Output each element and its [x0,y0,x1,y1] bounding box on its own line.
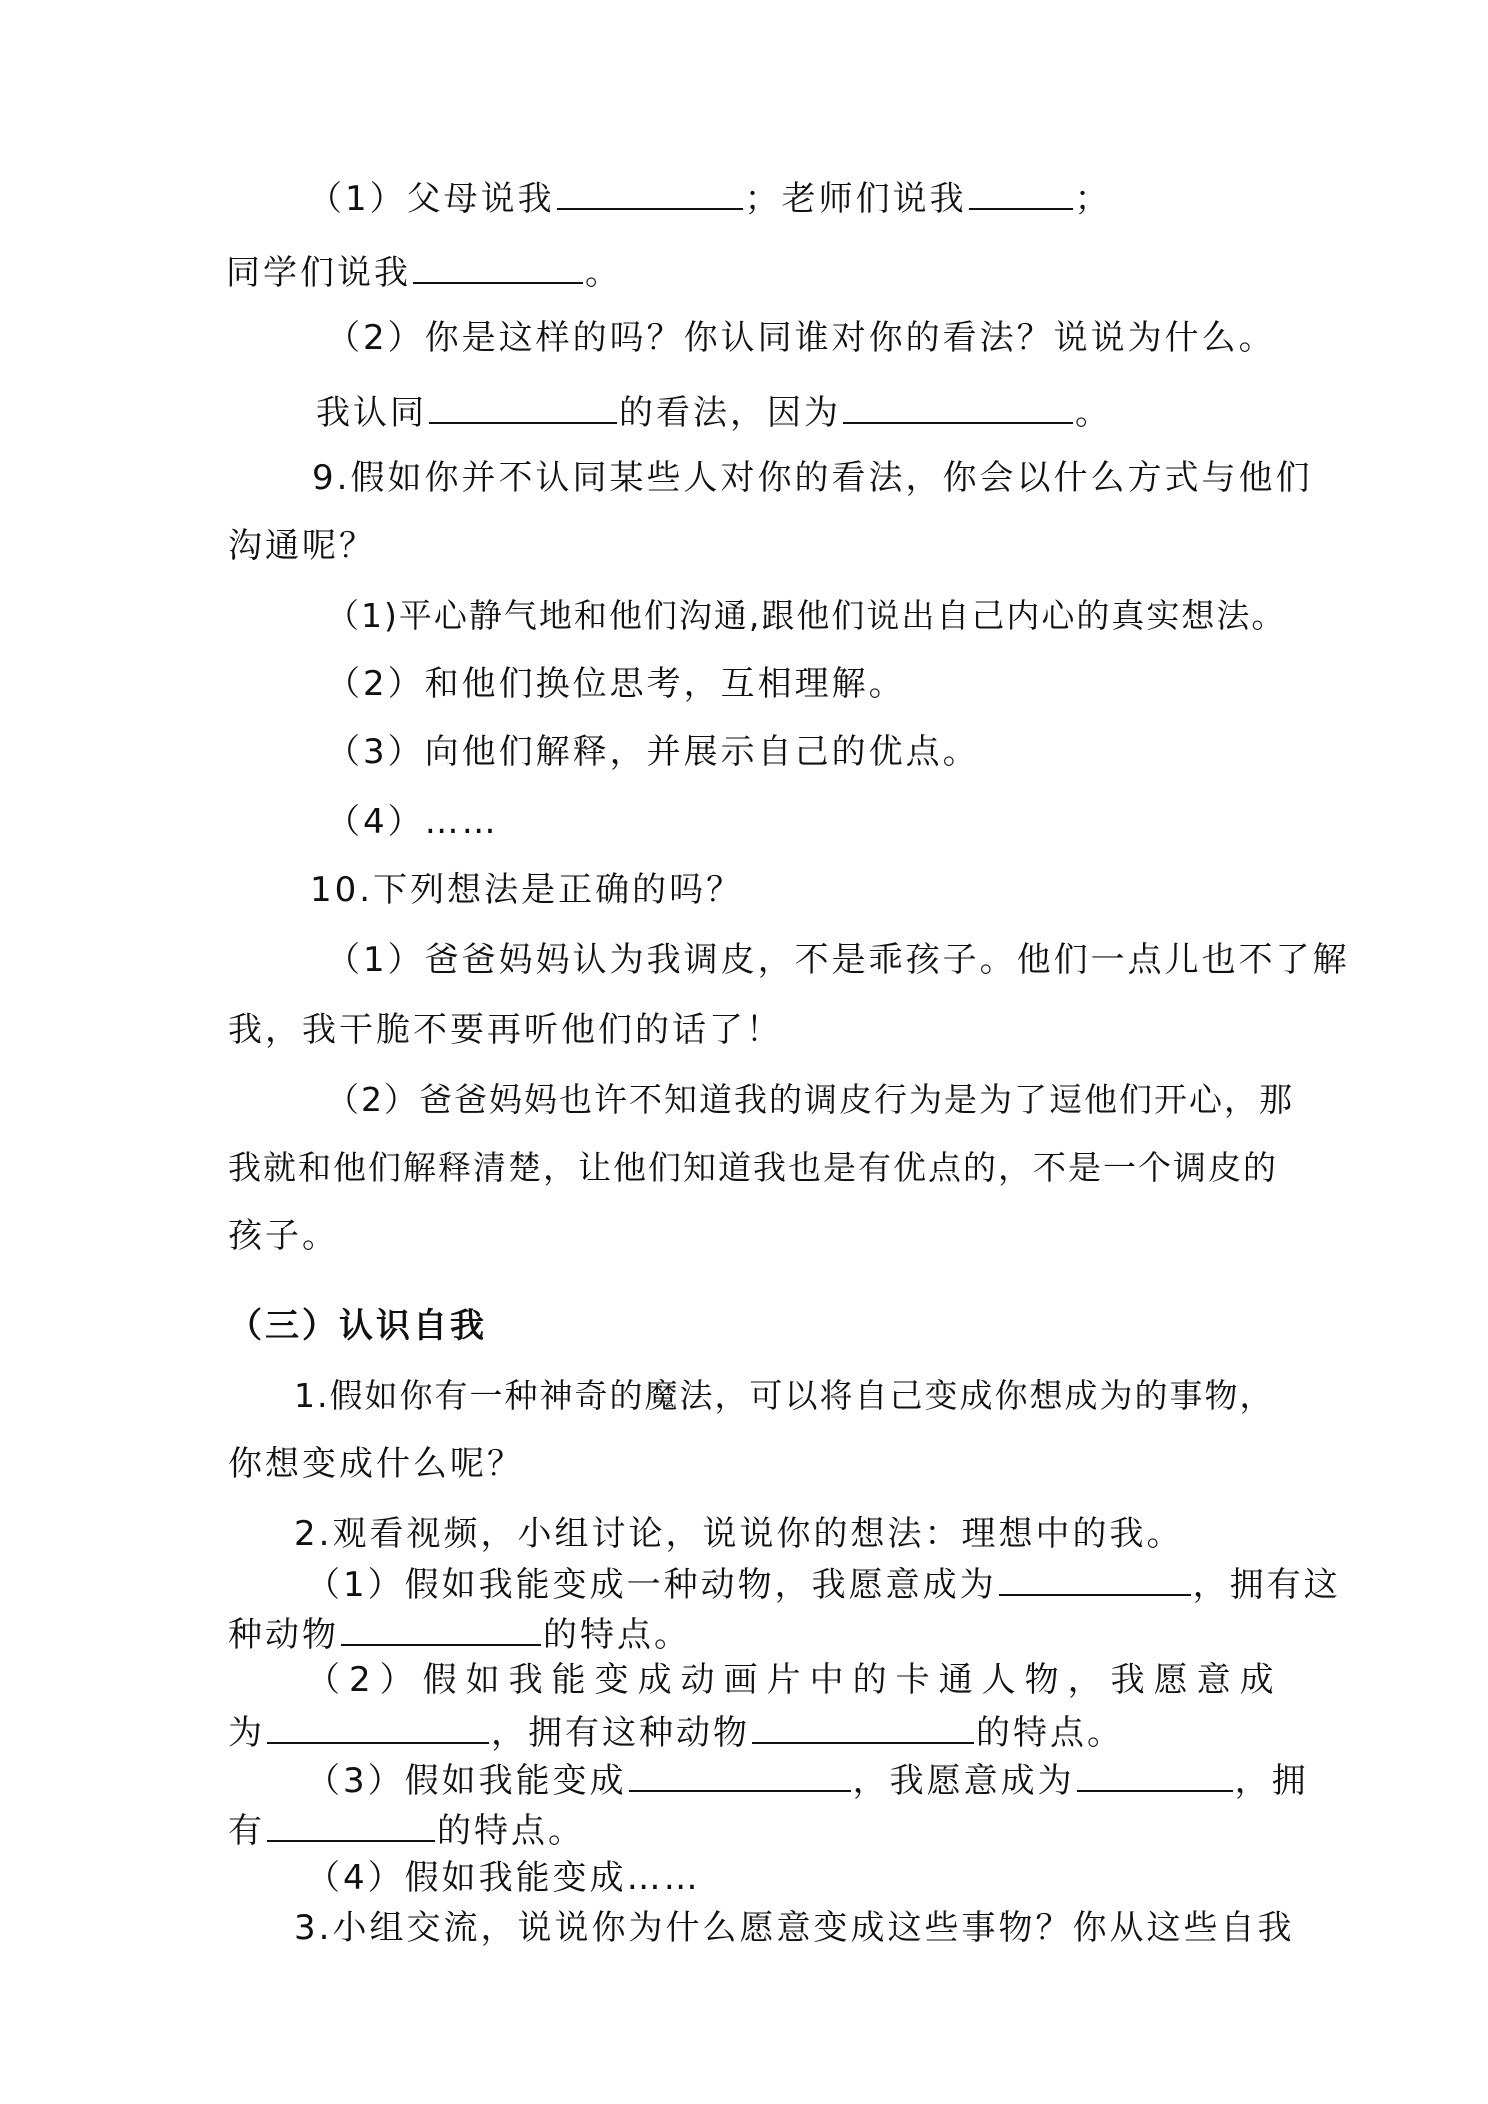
item-2: 2.观看视频，小组讨论，说说你的想法：理想中的我。 [294,1514,1184,1554]
item-10-1-cont: 我，我干脆不要再听他们的话了！ [228,1010,783,1050]
answer-blank[interactable] [1077,1758,1233,1792]
section-heading: （三）认识自我 [228,1306,487,1346]
answer-blank[interactable] [969,176,1073,210]
answer-9-3: （3）向他们解释，并展示自己的优点。 [326,732,980,772]
item-1: 1.假如你有一种神奇的魔法，可以将自己变成你想成为的事物， [294,1376,1275,1415]
item-10-2-end: 孩子。 [228,1216,339,1256]
answer-blank[interactable] [429,390,617,424]
item-10-1: （1）爸爸妈妈认为我调皮，不是乖孩子。他们一点儿也不了解 [326,940,1350,980]
answer-9-2: （2）和他们换位思考，互相理解。 [326,664,906,704]
item-10-2: （2）爸爸妈妈也许不知道我的调皮行为是为了逗他们开心，那 [326,1080,1294,1119]
answer-blank[interactable] [341,1612,541,1646]
line-i-agree: 我认同 的看法，因为 。 [316,390,1112,433]
question-2: （2）你是这样的吗？你认同谁对你的看法？说说为什么。 [326,318,1276,358]
item-1-cont: 你想变成什么呢？ [228,1444,524,1484]
item-2-2-cont: 为 ，拥有这种动物 的特点。 [228,1710,1124,1753]
answer-blank[interactable] [267,1710,489,1744]
line-parents-teachers: （1）父母说我 ；老师们说我 ； [308,176,1112,219]
item-2-3: （3）假如我能变成 ，我愿意成为 ，拥 [306,1758,1309,1801]
answer-9-4: （4）…… [326,802,499,842]
item-3: 3.小组交流，说说你为什么愿意变成这些事物？你从这些自我 [294,1908,1295,1948]
line-classmates: 同学们说我 。 [226,250,622,293]
question-10: 10.下列想法是正确的吗？ [310,870,744,910]
item-2-1-cont: 种动物 的特点。 [228,1612,691,1655]
item-2-3-cont: 有 的特点。 [228,1808,585,1851]
answer-blank[interactable] [557,176,743,210]
item-2-2: （2）假如我能变成动画片中的卡通人物，我愿意成 [306,1660,1283,1700]
question-9-cont: 沟通呢？ [228,526,376,566]
item-2-4: （4）假如我能变成…… [306,1858,701,1898]
answer-blank[interactable] [629,1758,851,1792]
answer-blank[interactable] [752,1710,974,1744]
answer-blank[interactable] [413,250,583,284]
answer-9-1: （1)平心静气地和他们沟通,跟他们说出自己内心的真实想法。 [326,596,1287,635]
answer-blank[interactable] [267,1808,435,1842]
item-10-2-cont: 我就和他们解释清楚，让他们知道我也是有优点的，不是一个调皮的 [228,1148,1278,1187]
item-2-1: （1）假如我能变成一种动物，我愿意成为 ，拥有这 [306,1562,1341,1605]
question-9: 9.假如你并不认同某些人对你的看法，你会以什么方式与他们 [312,458,1313,498]
answer-blank[interactable] [843,390,1073,424]
answer-blank[interactable] [999,1562,1191,1596]
